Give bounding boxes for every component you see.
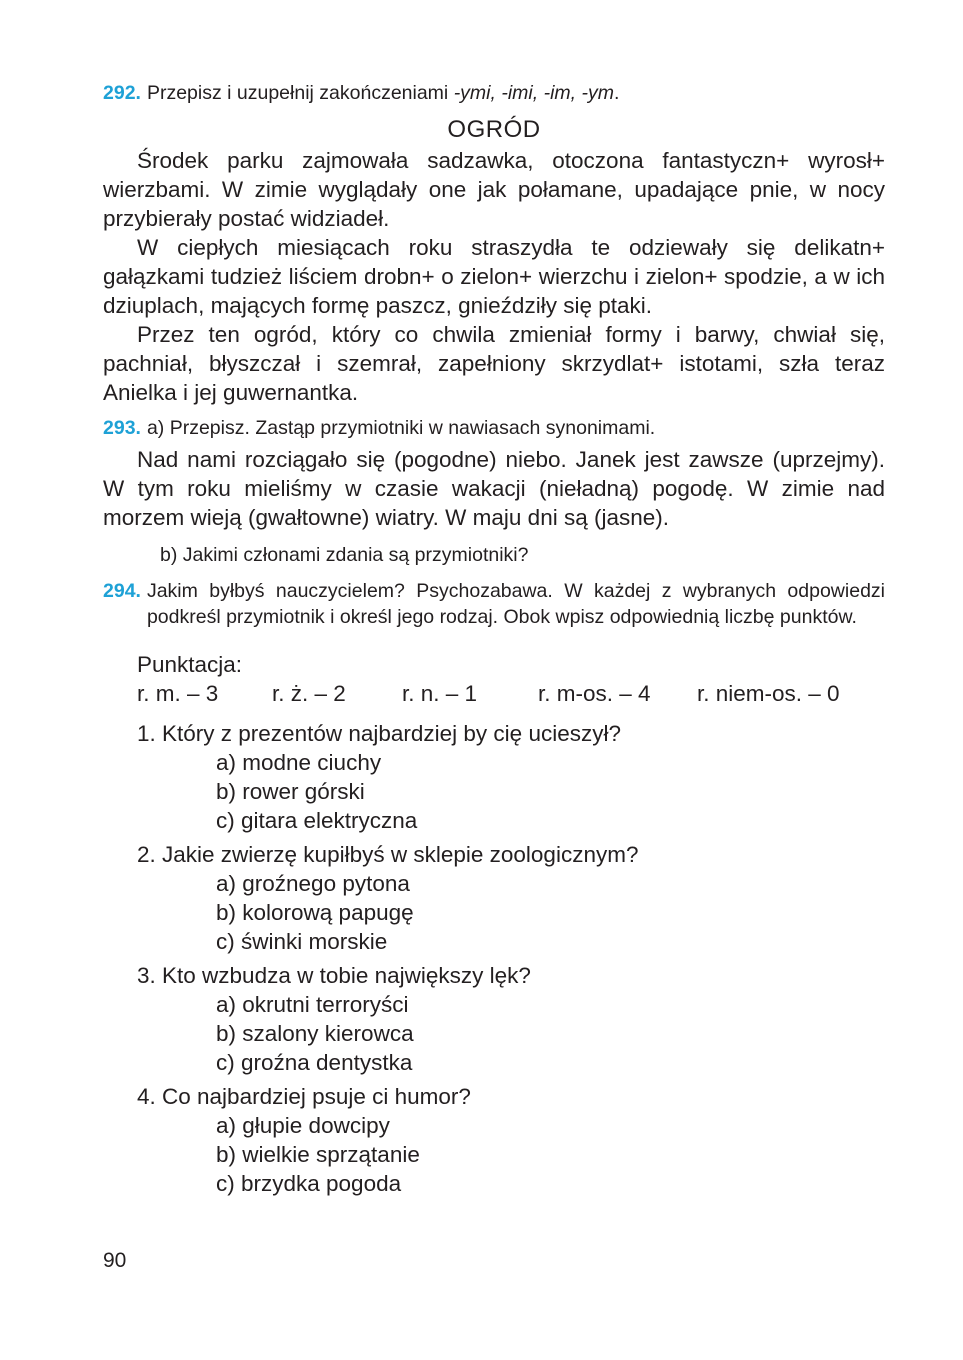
story-paragraph-2: W ciepłych miesiącach roku straszydła te odziewały się delikatn+ gałązkami tudzież liściem drobn+ o zielon+ wierzchu i zielon+ spodzie, a w ich dziuplach, mających formę paszcz, gnieździły się ptaki. — [103, 235, 885, 318]
scoring-row — [137, 679, 885, 708]
question-1-option-a: a) modne ciuchy — [216, 750, 382, 775]
task-292-number: 292. — [103, 82, 141, 104]
page-content — [103, 80, 885, 1198]
question-1-option-c: c) gitara elektryczna — [216, 808, 418, 833]
task-293-part-b: b) Jakimi członami zdania są przymiotniki? — [160, 544, 529, 566]
question-3: 3. Kto wzbudza w tobie największy lęk? — [137, 963, 531, 988]
task-293-part-a: a) Przepisz. Zastąp przymiotniki w nawiasach synonimami. — [146, 417, 656, 439]
question-2-option-c: c) świnki morskie — [216, 929, 388, 954]
question-3-option-a: a) okrutni terroryści — [216, 992, 409, 1017]
scoring-label: Punktacja: — [137, 652, 243, 677]
task-293-header — [103, 415, 885, 441]
story-paragraph-1: Środek parku zajmowała sadzawka, otoczona fantastyczn+ wyrosł+ wierzbami. W zimie wyglądały one jak połamane, upadające pnie, w nocy przybierały postać widziadeł. — [103, 148, 885, 231]
score-neuter: r. n. – 1 — [402, 681, 478, 706]
score-masculine: r. m. – 3 — [137, 681, 219, 706]
scoring-block — [137, 650, 885, 708]
task-292-dot: . — [613, 82, 620, 104]
question-1: 1. Który z prezentów najbardziej by cię ucieszył? — [137, 721, 621, 746]
task-293-number: 293. — [103, 417, 141, 439]
question-4-option-a: a) głupie dowcipy — [216, 1113, 390, 1138]
question-2-option-b: b) kolorową papugę — [216, 900, 414, 925]
question-3-option-c: c) groźna dentystka — [216, 1050, 413, 1075]
question-1-option-b: b) rower górski — [216, 779, 365, 804]
question-4-option-b: b) wielkie sprzątanie — [216, 1142, 420, 1167]
question-4-option-c: c) brzydka pogoda — [216, 1171, 402, 1196]
task-294-header — [103, 578, 885, 630]
question-2: 2. Jakie zwierzę kupiłbyś w sklepie zoologicznym? — [137, 842, 639, 867]
score-masculine-personal: r. m-os. – 4 — [538, 681, 651, 706]
question-4: 4. Co najbardziej psuje ci humor? — [137, 1084, 471, 1109]
task-293-text: Nad nami rozciągało się (pogodne) niebo. Janek jest zawsze (uprzejmy). W tym roku mieliśmy w czasie wakacji (nieładną) pogodę. W zimie nad morzem wieją (gwałtowne) wiatry. W maju dni są (jasne). — [103, 447, 885, 530]
story-title: OGRÓD — [447, 116, 541, 143]
task-292-endings: -ymi, -imi, -im, -ym — [453, 82, 614, 104]
question-2-option-a: a) groźnego pytona — [216, 871, 410, 896]
score-non-masculine-personal: r. niem-os. – 0 — [697, 681, 840, 706]
page-number: 90 — [103, 1249, 127, 1272]
task-292-header — [103, 80, 885, 106]
question-3-option-b: b) szalony kierowca — [216, 1021, 414, 1046]
task-294-number: 294. — [103, 580, 141, 602]
task-292-instruction: Przepisz i uzupełnij zakończeniami — [146, 82, 454, 104]
task-294-instruction: Jakim byłbyś nauczycielem? Psychozabawa. W każdej z wybranych odpowiedzi podkreśl przymiotnik i określ jego rodzaj. Obok wpisz odpowiednią liczbę punktów. — [146, 580, 885, 628]
story-paragraph-3: Przez ten ogród, który co chwila zmieniał formy i barwy, chwiał się, pachniał, błyszczał i szemrał, zapełniony skrzydlat+ istotami, szła teraz Anielka i jej guwernantka. — [103, 322, 885, 405]
score-feminine: r. ż. – 2 — [272, 681, 346, 706]
